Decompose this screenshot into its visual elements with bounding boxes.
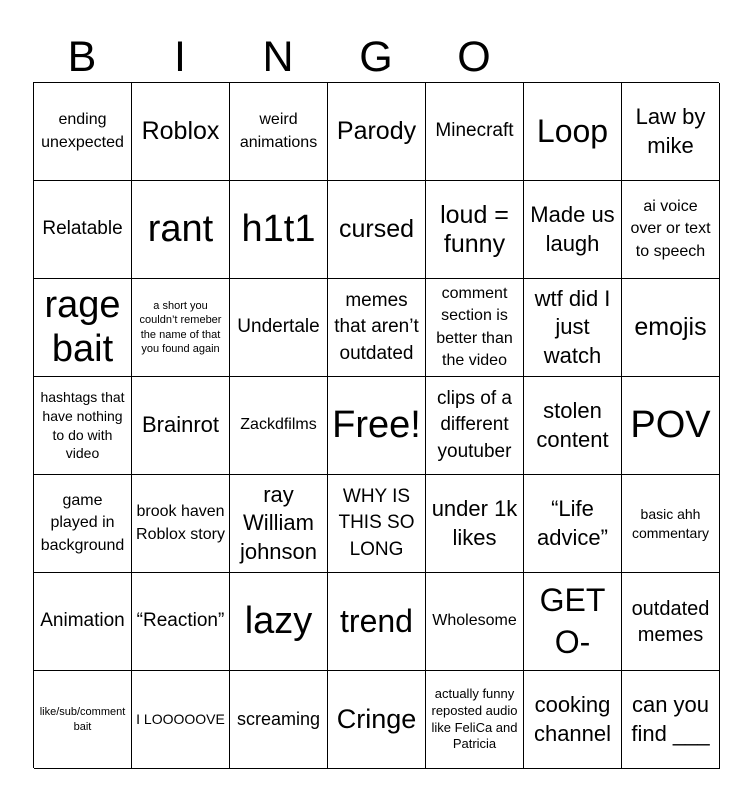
bingo-cell[interactable]: ending unexpected [34, 83, 132, 181]
free-space-cell[interactable]: Free! [328, 377, 426, 475]
bingo-cell[interactable]: rage bait [34, 279, 132, 377]
bingo-cell[interactable]: weird animations [230, 83, 328, 181]
bingo-cell[interactable]: Cringe [328, 671, 426, 769]
bingo-cell[interactable]: trend [328, 573, 426, 671]
bingo-cell[interactable]: clips of a different youtuber [426, 377, 524, 475]
bingo-cell[interactable]: “Reaction” [132, 573, 230, 671]
bingo-cell[interactable]: ray William johnson [230, 475, 328, 573]
bingo-cell[interactable]: lazy [230, 573, 328, 671]
bingo-cell[interactable]: emojis [622, 279, 720, 377]
bingo-cell[interactable]: Parody [328, 83, 426, 181]
bingo-cell[interactable]: Made us laugh [524, 181, 622, 279]
bingo-cell[interactable]: under 1k likes [426, 475, 524, 573]
bingo-cell[interactable]: Wholesome [426, 573, 524, 671]
bingo-cell[interactable]: cursed [328, 181, 426, 279]
header-letter-i: I [174, 33, 186, 81]
bingo-cell[interactable]: stolen content [524, 377, 622, 475]
bingo-cell[interactable]: Brainrot [132, 377, 230, 475]
bingo-cell[interactable]: screaming [230, 671, 328, 769]
bingo-cell[interactable]: Law by mike [622, 83, 720, 181]
bingo-cell[interactable]: game played in background [34, 475, 132, 573]
bingo-cell[interactable]: Zackdfilms [230, 377, 328, 475]
bingo-cell[interactable]: wtf did I just watch [524, 279, 622, 377]
bingo-cell[interactable]: “Life advice” [524, 475, 622, 573]
bingo-cell[interactable]: GET O- [524, 573, 622, 671]
bingo-cell[interactable]: memes that aren’t outdated [328, 279, 426, 377]
header-letter-g: G [359, 33, 393, 81]
bingo-board [33, 82, 719, 768]
bingo-cell[interactable]: actually funny reposted audio like FeliCa and Patricia [426, 671, 524, 769]
bingo-cell[interactable]: I LOOOOOVE [132, 671, 230, 769]
bingo-cell[interactable]: Loop [524, 83, 622, 181]
bingo-cell[interactable]: loud = funny [426, 181, 524, 279]
bingo-cell[interactable]: Roblox [132, 83, 230, 181]
bingo-cell[interactable]: basic ahh commentary [622, 475, 720, 573]
bingo-cell[interactable]: ai voice over or text to speech [622, 181, 720, 279]
header-letter-n: N [262, 33, 294, 81]
bingo-cell[interactable]: outdated memes [622, 573, 720, 671]
bingo-cell[interactable]: POV [622, 377, 720, 475]
bingo-cell[interactable]: can you find ___ [622, 671, 720, 769]
bingo-cell[interactable]: Minecraft [426, 83, 524, 181]
header-letter-o: O [457, 33, 491, 81]
bingo-cell[interactable]: WHY IS THIS SO LONG [328, 475, 426, 573]
bingo-cell[interactable]: hashtags that have nothing to do with video [34, 377, 132, 475]
bingo-cell[interactable]: rant [132, 181, 230, 279]
bingo-cell[interactable]: cooking channel [524, 671, 622, 769]
bingo-cell[interactable]: brook haven Roblox story [132, 475, 230, 573]
bingo-cell[interactable]: Relatable [34, 181, 132, 279]
header-letter-b: B [67, 33, 97, 81]
bingo-cell[interactable]: Undertale [230, 279, 328, 377]
bingo-cell[interactable]: Animation [34, 573, 132, 671]
bingo-cell[interactable]: like/sub/comment bait [34, 671, 132, 769]
bingo-cell[interactable]: h1t1 [230, 181, 328, 279]
bingo-cell[interactable]: a short you couldn’t remeber the name of that you found again [132, 279, 230, 377]
bingo-cell[interactable]: comment section is better than the video [426, 279, 524, 377]
bingo-header [33, 33, 523, 81]
